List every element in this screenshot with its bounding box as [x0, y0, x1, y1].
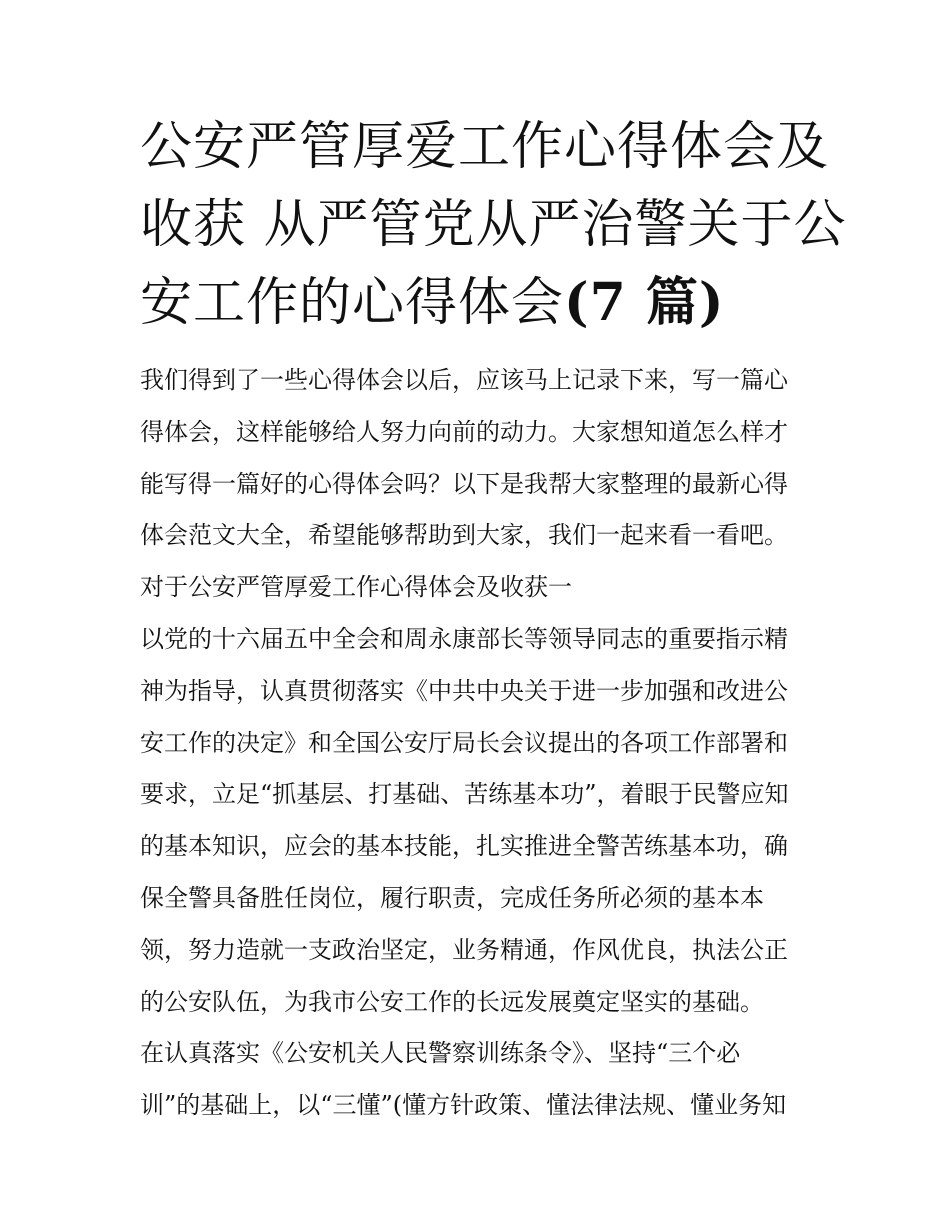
- title-line: 公安严管厚爱工作心得体会及: [140, 117, 830, 177]
- body-line: 训”的基础上，以“三懂”(懂方针政策、懂法律法规、懂业务知: [140, 1091, 787, 1120]
- body-line: 领，努力造就一支政治坚定，业务精通，作风优良，执法公正: [140, 935, 788, 964]
- body-line: 神为指导，认真贯彻落实《中共中央关于进一步加强和改进公: [140, 676, 788, 705]
- body-line: 能写得一篇好的心得体会吗？以下是我帮大家整理的最新心得: [140, 469, 788, 498]
- title-line-text: 安工作的心得体会: [140, 273, 565, 333]
- body-line: 在认真落实《公安机关人民警察训练条令》、坚持“三个必: [140, 1039, 741, 1068]
- body-line: 的公安队伍，为我市公安工作的长远发展奠定坚实的基础。: [140, 987, 764, 1016]
- title-line: [140, 272, 820, 350]
- title-line: 收获 从严管党从严治警关于公: [140, 195, 847, 255]
- section-heading: 对于公安严管厚爱工作心得体会及收获一: [140, 573, 572, 602]
- body-line: 的基本知识，应会的基本技能，扎实推进全警苦练基本功，确: [140, 832, 788, 861]
- document-title: [140, 116, 847, 350]
- body-line: 体会范文大全，希望能够帮助到大家，我们一起来看一看吧。: [140, 521, 788, 550]
- body-line: 得体会，这样能够给人努力向前的动力。大家想知道怎么样才: [140, 417, 788, 446]
- title-count: (7 篇): [564, 272, 725, 333]
- body-line: 要求，立足“抓基层、打基础、苦练基本功”，着眼于民警应知: [140, 780, 789, 809]
- body-line: 我们得到了一些心得体会以后，应该马上记录下来，写一篇心: [140, 366, 788, 394]
- body-line: 保全警具备胜任岗位，履行职责，完成任务所必须的基本本: [140, 883, 764, 912]
- document-body: [140, 358, 830, 1135]
- body-line: 安工作的决定》和全国公安厅局长会议提出的各项工作部署和: [140, 728, 788, 757]
- body-line: 以党的十六届五中全会和周永康部长等领导同志的重要指示精: [140, 624, 788, 653]
